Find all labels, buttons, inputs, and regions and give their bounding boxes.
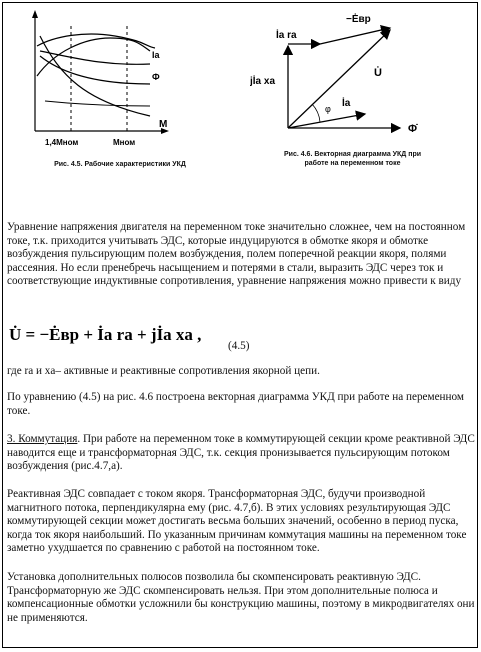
curve-phi bbox=[40, 56, 150, 84]
equation-text: U̇ = −Ėвр + İa ra + jİa xa , bbox=[9, 325, 202, 344]
paragraph-2-text: где rа и xа– активные и реактивные сопротивления якорной цепи. bbox=[7, 365, 320, 377]
paragraph-5 bbox=[7, 488, 475, 556]
paragraph-3 bbox=[7, 391, 475, 418]
equation-graphic bbox=[7, 318, 307, 350]
label-phi-flux: Φ̇ bbox=[408, 123, 418, 135]
label-ia-ra: İa ra bbox=[276, 30, 297, 41]
label-jia-xa: jİa xa bbox=[250, 76, 276, 87]
angle-arc bbox=[312, 104, 320, 122]
caption-4-6-line2: работе на переменном токе bbox=[304, 160, 401, 167]
curve-1 bbox=[37, 34, 155, 48]
y-axis-arrow bbox=[32, 10, 38, 18]
paragraph-4-rest: . При работе на переменном токе в коммутирующей секции кроме реактивной ЭДС наводится еще и трансформаторная ЭДС, т.к. секция пронизывается пульсирующим потоком возбуждения (рис.4.7,а). bbox=[7, 433, 475, 472]
label-curve-phi: Ф bbox=[152, 72, 160, 82]
figure-caption-4-5: Рис. 4.5. Рабочие характеристики УКД bbox=[54, 161, 186, 168]
curve-4 bbox=[40, 36, 150, 116]
paragraph-6-text: Установка дополнительных полюсов позволила бы скомпенсировать реактивную ЭДС. Трансформаторную же ЭДС скомпенсировать нельзя. При этом дополнительные полюса и компенсационные обмотки усложнили бы конструкцию машины, поэтому в микродвигателях они не применяются. bbox=[7, 571, 475, 624]
paragraph-2 bbox=[7, 365, 475, 379]
vector-u bbox=[288, 30, 390, 128]
figure-caption-4-6 bbox=[245, 150, 460, 168]
paragraph-6 bbox=[7, 571, 475, 625]
paragraph-3-text: По уравнению (4.5) на рис. 4.6 построена векторная диаграмма УКД при работе на переменном токе. bbox=[7, 391, 464, 417]
equation-4-5 bbox=[7, 318, 307, 350]
paragraph-1-text: Уравнение напряжения двигателя на переменном токе значительно сложнее, чем на постоянном токе, т.к. приходится учитывать ЭДС, которые индуцируются в обмотке якоря и обмотке возбуждения пульсирующим полем возбуждения, полем поперечной реакции якоря, полями рассеяния. Но если пренебречь насыщением и потерями в стали, выразить ЭДС через ток и соответствующие индуктивные сопротивления, уравнение напряжения можно привести к виду bbox=[7, 221, 466, 287]
section-heading-commutation: 3. Коммутация bbox=[7, 433, 78, 445]
figure-performance-characteristics bbox=[15, 6, 230, 156]
caption-4-6-line1: Рис. 4.6. Векторная диаграмма УКД при bbox=[283, 151, 422, 158]
label-neg-e: −Ėвр bbox=[346, 14, 371, 25]
vector-neg-e bbox=[320, 28, 390, 44]
paragraph-1 bbox=[7, 221, 475, 289]
paragraph-4-text bbox=[7, 433, 475, 474]
label-curve-ia: Ia bbox=[152, 50, 160, 60]
curve-5 bbox=[45, 101, 150, 106]
paragraph-5-text: Реактивная ЭДС совпадает с током якоря. Трансформаторная ЭДС, будучи производной магнитного потока, перпендикулярна ему (рис. 4.7,б). В этих условиях результирующая ЭДС коммутирующей секции может достигать весьма больших значений, особенно в период пуска, когда ток якоря наибольший. По указанным причинам коммутация машины на переменном токе заметно ухудшается по сравнению с работой на постоянном токе. bbox=[7, 488, 467, 554]
axis-label-m: M bbox=[159, 119, 168, 130]
paragraph-4 bbox=[7, 433, 475, 474]
label-ia: İa bbox=[342, 98, 351, 109]
tick-label-1: 1,4Mном bbox=[45, 138, 79, 147]
figure-vector-diagram bbox=[250, 6, 450, 156]
equation-number: (4.5) bbox=[228, 340, 250, 352]
tick-label-2: Mном bbox=[113, 138, 136, 147]
curve-2 bbox=[37, 38, 150, 76]
label-u: U̇ bbox=[374, 67, 382, 79]
label-phi-angle: φ bbox=[325, 104, 331, 114]
